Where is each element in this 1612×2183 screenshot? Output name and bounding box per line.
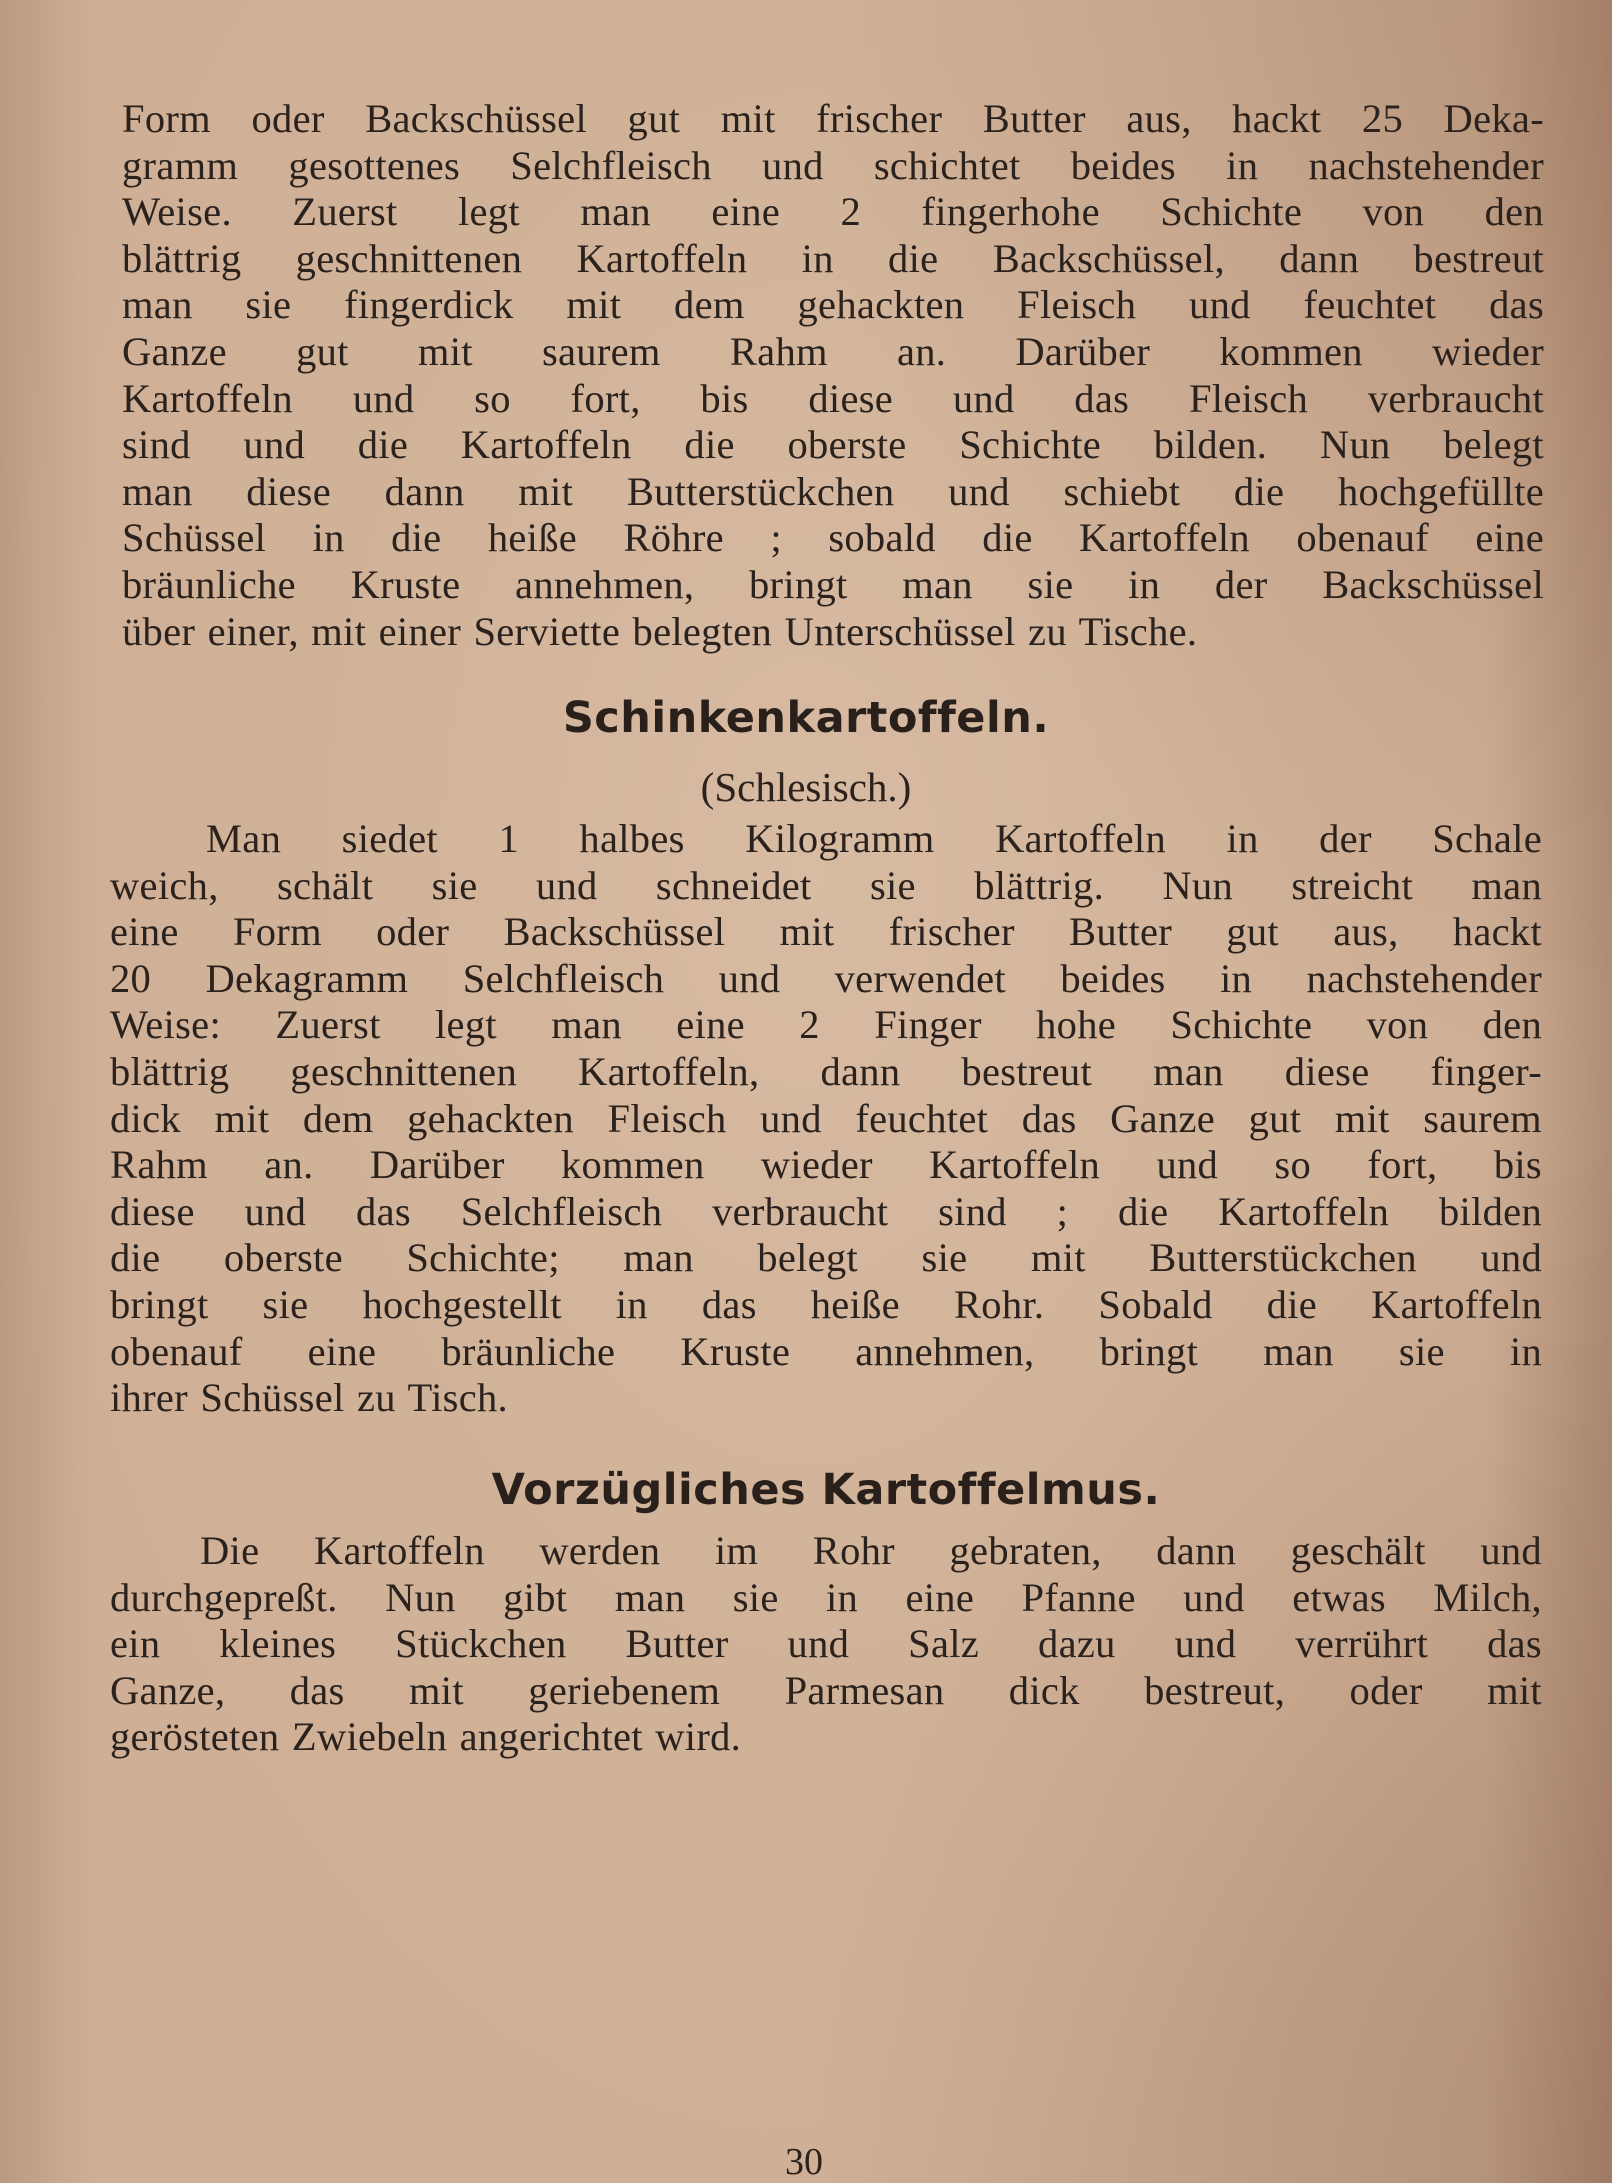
paragraph-line: die oberste Schichte; man belegt sie mit Butterstückchen und (110, 1235, 1542, 1281)
paragraph-line: Man siedet 1 halbes Kilogramm Kartoffeln in der Schale (206, 816, 1542, 861)
paragraph-line: durchgepreßt. Nun gibt man sie in eine Pfanne und etwas Milch, (110, 1574, 1542, 1620)
paragraph-line: 20 Dekagramm Selchfleisch und verwendet beides in nachstehender (110, 955, 1542, 1001)
paragraph-line: bringt sie hochgestellt in das heiße Rohr. Sobald die Kartoffeln (110, 1281, 1542, 1327)
paragraph-line: Form oder Backschüssel gut mit frischer Butter aus, hackt 25 Deka- (122, 96, 1544, 141)
paragraph-line: blättrig geschnittenen Kartoffeln, dann bestreut man diese finger- (110, 1048, 1542, 1094)
recipe-title-kartoffelmus: Vorzügliches Kartoffelmus. (491, 1465, 1161, 1515)
paragraph-line: Kartoffeln und so fort, bis diese und das Fleisch verbraucht (122, 375, 1544, 421)
paragraph-line: diese und das Selchfleisch verbraucht sind ; die Kartoffeln bilden (110, 1188, 1542, 1234)
paragraph-line: weich, schält sie und schneidet sie blättrig. Nun streicht man (110, 862, 1542, 908)
paragraph-line: ein kleines Stückchen Butter und Salz dazu und verrührt das (110, 1621, 1542, 1667)
recipe-subtitle-region: (Schlesisch.) (700, 764, 912, 810)
paragraph-line: ihrer Schüssel zu Tisch. (110, 1375, 508, 1421)
paragraph-line: Weise. Zuerst legt man eine 2 fingerhohe Schichte von den (122, 189, 1544, 235)
paragraph-line: man diese dann mit Butterstückchen und schiebt die hochgefüllte (122, 468, 1544, 514)
recipe-paragraph-kartoffelmus (110, 1528, 1542, 1761)
paragraph-line: blättrig geschnittenen Kartoffeln in die Backschüssel, dann bestreut (122, 235, 1544, 281)
paragraph-line: Die Kartoffeln werden im Rohr gebraten, dann geschält und (200, 1528, 1542, 1573)
paragraph-line: Schüssel in die heiße Röhre ; sobald die Kartoffeln obenauf eine (122, 515, 1544, 561)
recipe-paragraph-schinkenkartoffeln (110, 816, 1542, 1422)
paragraph-line: bräunliche Kruste annehmen, bringt man sie in der Backschüssel (122, 561, 1544, 607)
continued-recipe-paragraph (122, 96, 1544, 655)
paragraph-line: sind und die Kartoffeln die oberste Schichte bilden. Nun belegt (122, 422, 1544, 468)
paragraph-line: gramm gesottenes Selchfleisch und schichtet beides in nachstehender (122, 142, 1544, 188)
paragraph-line: obenauf eine bräunliche Kruste annehmen, bringt man sie in (110, 1328, 1542, 1374)
paragraph-line: gerösteten Zwiebeln angerichtet wird. (110, 1714, 742, 1760)
paragraph-line: Ganze, das mit geriebenem Parmesan dick bestreut, oder mit (110, 1667, 1542, 1713)
paragraph-line: eine Form oder Backschüssel mit frischer Butter gut aus, hackt (110, 909, 1542, 955)
paragraph-line: über einer, mit einer Serviette belegten Unterschüssel zu Tische. (122, 608, 1198, 654)
paragraph-line: Ganze gut mit saurem Rahm an. Darüber kommen wieder (122, 328, 1544, 374)
paragraph-line: Weise: Zuerst legt man eine 2 Finger hohe Schichte von den (110, 1002, 1542, 1048)
page-number: 30 (785, 2141, 823, 2183)
paragraph-line: Rahm an. Darüber kommen wieder Kartoffeln und so fort, bis (110, 1142, 1542, 1188)
recipe-title-schinkenkartoffeln: Schinkenkartoffeln. (562, 693, 1050, 743)
paragraph-line: dick mit dem gehackten Fleisch und feuchtet das Ganze gut mit saurem (110, 1095, 1542, 1141)
paragraph-line: man sie fingerdick mit dem gehackten Fleisch und feuchtet das (122, 282, 1544, 328)
